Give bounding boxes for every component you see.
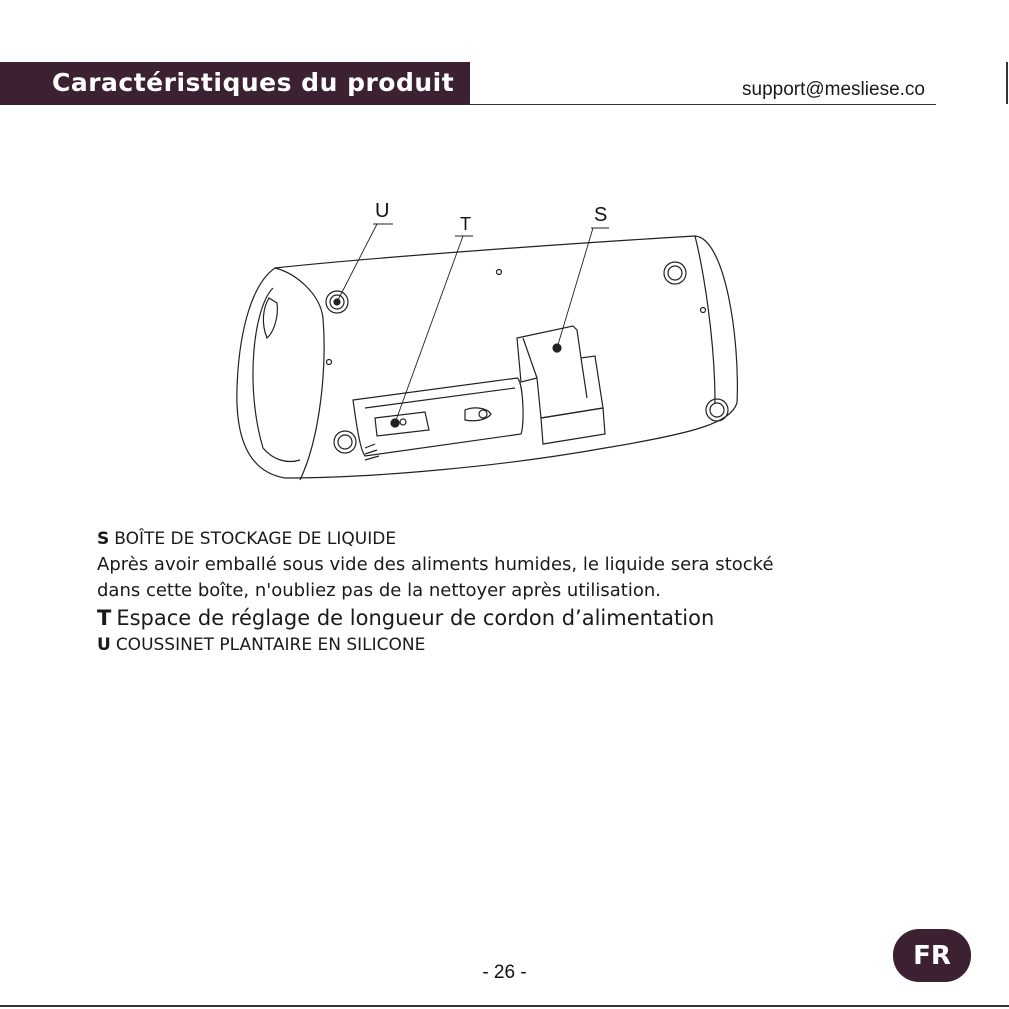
key-t: T (97, 606, 112, 630)
description-s-title: BOÎTE DE STOCKAGE DE LIQUIDE (114, 529, 397, 549)
description-t (97, 604, 917, 632)
callout-u: U (375, 200, 390, 222)
description-u (97, 632, 917, 658)
feature-descriptions (97, 526, 917, 658)
description-u-title: COUSSINET PLANTAIRE EN SILICONE (115, 635, 426, 655)
language-badge: FR (893, 929, 971, 982)
edge-mark (1006, 62, 1008, 104)
description-s-line2: dans cette boîte, n'oubliez pas de la nettoyer après utilisation. (97, 580, 662, 601)
description-s-line1: Après avoir emballé sous vide des aliments humides, le liquide sera stocké (97, 554, 774, 575)
support-email: support@mesliese.co (742, 79, 925, 100)
page-number: - 26 - (482, 962, 527, 983)
description-t-title: Espace de réglage de longueur de cordon d’alimentation (116, 606, 715, 630)
callout-t: T (460, 214, 471, 234)
product-illustration (225, 198, 765, 498)
section-title: Caractéristiques du produit (52, 68, 455, 97)
product-drawing (225, 198, 765, 498)
key-s: S (97, 529, 110, 549)
header-rule (470, 104, 936, 105)
description-s-heading (97, 526, 917, 552)
bottom-rule (0, 1005, 1009, 1007)
key-u: U (97, 635, 111, 655)
callout-s: S (594, 204, 608, 226)
